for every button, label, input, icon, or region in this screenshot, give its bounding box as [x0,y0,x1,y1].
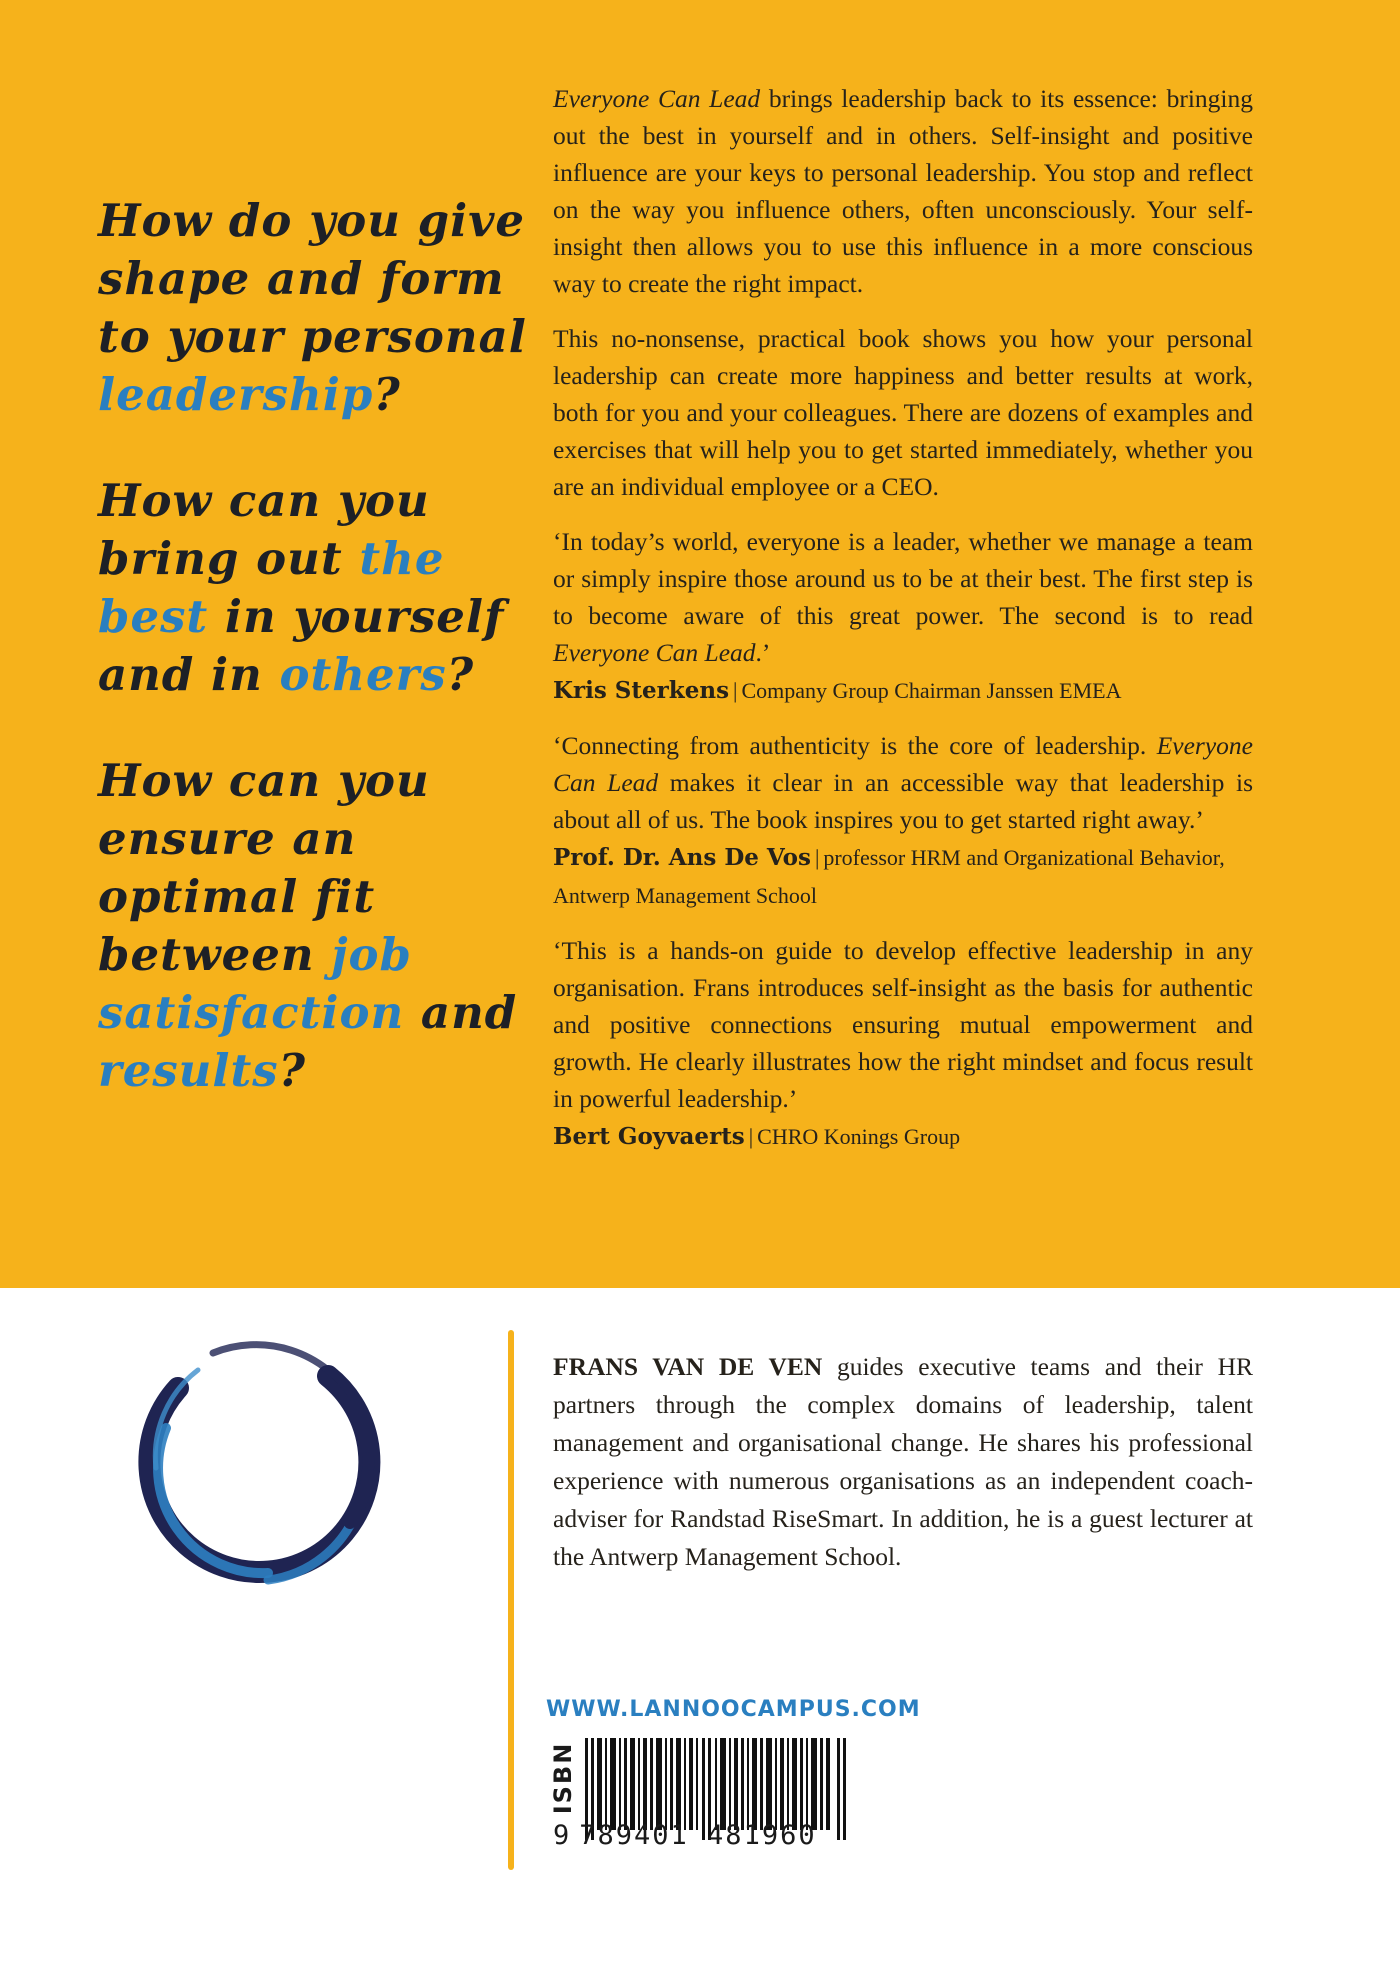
question-accent: the best [98,532,445,643]
question-text: in yourself and in [98,590,505,701]
quote-text-end: makes it clear in an accessible way that leadership is about all of us. The book inspires you to get started right away.’ [553,768,1253,834]
intro-text: brings leadership back to its essence: bringing out the best in yourself and in others. Self-insight and positive influence are your keys to personal leadership. You stop and reflect on the way you influence others, often unconsciously. Your self-insight then allows you to use this influence in a more conscious way to create the right impact. [553,84,1254,298]
isbn-lead-digit: 9 [553,1820,572,1851]
quote-author: Kris Sterkens [553,677,730,704]
blurb-column [553,80,1253,1173]
question-accent: job satisfaction [98,928,413,1039]
publisher-url: WWW.LANNOOCAMPUS.COM [546,1697,921,1722]
brush-ring-logo [118,1318,408,1608]
quote-author: Prof. Dr. Ans De Vos [553,844,811,871]
question-text: How can you ensure an optimal fit between [98,754,430,981]
quote-text-end: .’ [755,638,771,667]
isbn-label [543,1738,583,1818]
quote-role: CHRO Konings Group [757,1124,961,1149]
question-accent: others [279,648,447,701]
quote-text: ‘Connecting from authenticity is the core of leadership. [553,731,1157,760]
intro-paragraph [553,80,1253,302]
quote-separator: | [733,678,738,703]
isbn-label-text: ISBN [549,1741,577,1815]
practical-paragraph: This no-nonsense, practical book shows you how your personal leadership can create more happiness and better results at work, both for you and your colleagues. There are dozens of examples and exercises that will help you to get started immediately, whether you are an individual employee or a CEO. [553,324,1253,501]
quote-separator: | [814,845,820,870]
question-text: and [404,986,518,1039]
yellow-vertical-rule [508,1330,514,1870]
quote-text: ‘In today’s world, everyone is a leader, whether we manage a team or simply inspire those around us to be at their best. The first step is to become aware of this great power. The second is to read [553,527,1253,630]
quote-attribution [553,838,1253,914]
question-3 [98,752,538,1100]
quote-author: Bert Goyvaerts [553,1123,745,1150]
question-accent: leadership [98,368,374,421]
endorsement-3 [553,932,1253,1155]
question-2 [98,472,538,704]
quote-text: ‘This is a hands-on guide to develop effective leadership in any organisation. Frans introduces self-insight as the basis for authentic and positive connections ensuring mutual empowerment and growth. He clearly illustrates how the right mindset and focus result in powerful leadership.’ [553,936,1253,1113]
quote-attribution [553,1117,1253,1155]
questions-column [98,192,538,1148]
quote-italic: Everyone Can Lead [553,731,1253,797]
question-text: How can you bring out [98,474,430,585]
isbn-number: 789401 481960 [579,1820,817,1851]
endorsement-2 [553,727,1253,914]
quote-italic: Everyone Can Lead [553,638,756,667]
quote-role: professor HRM and Organizational Behavior, Antwerp Management School [553,845,1225,908]
book-title-italic: Everyone Can Lead [553,84,761,113]
author-bio-text: guides executive teams and their HR partners through the complex domains of leadership, talent management and organisational change. He shares his professional experience with numerous organisations as an independent coach-adviser for Randstad RiseSmart. In addition, he is a guest lecturer at the Antwerp Management School. [553,1351,1253,1571]
question-1 [98,192,538,424]
quote-role: Company Group Chairman Janssen EMEA [741,678,1122,703]
question-text: ? [373,368,401,421]
isbn-digits [553,1820,853,1851]
question-text: ? [278,1044,306,1097]
question-text: How do you give shape and form to your personal [98,194,527,363]
endorsement-1 [553,523,1253,709]
author-name: FRANS VAN DE VEN [553,1351,823,1381]
question-text: ? [446,648,475,701]
quote-separator: | [748,1124,754,1149]
quote-attribution [553,671,1253,709]
author-bio [553,1348,1253,1576]
question-accent: results [98,1044,279,1097]
